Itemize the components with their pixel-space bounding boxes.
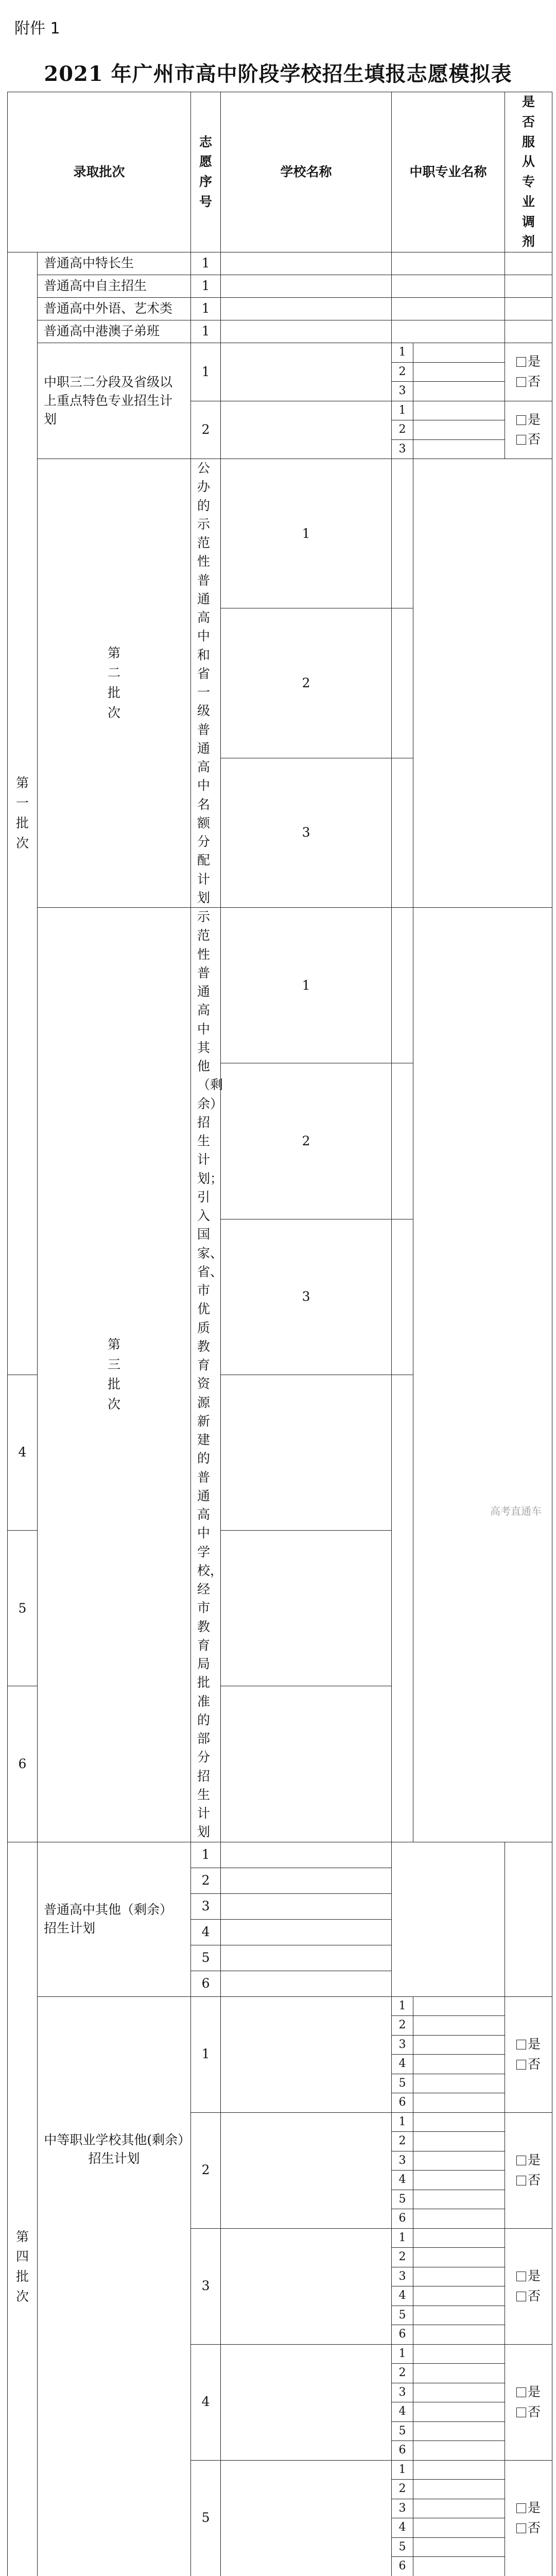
school-name-field[interactable] <box>221 2228 392 2344</box>
major-name-field[interactable] <box>413 2518 505 2538</box>
school-name-field[interactable] <box>221 1893 392 1919</box>
major-name-field[interactable] <box>413 2171 505 2190</box>
header-batch: 录取批次 <box>8 92 191 252</box>
major-number: 6 <box>392 2209 413 2229</box>
adjust-cell <box>505 343 552 401</box>
major-name-field[interactable] <box>413 1996 505 2016</box>
major-name-field[interactable] <box>413 2035 505 2055</box>
school-name-field[interactable] <box>221 2112 392 2228</box>
choice-number: 1 <box>191 1996 221 2112</box>
major-number: 1 <box>392 2344 413 2364</box>
attachment-label: 附件 1 <box>14 15 60 38</box>
adjust-cell <box>505 2460 552 2576</box>
major-name-field[interactable] <box>413 2499 505 2518</box>
checkbox[interactable] <box>516 2523 526 2533</box>
choice-number: 3 <box>221 758 392 907</box>
major-name-field[interactable] <box>413 2267 505 2286</box>
major-number: 1 <box>392 2460 413 2480</box>
checkbox[interactable] <box>516 435 526 445</box>
choice-number: 1 <box>191 275 221 298</box>
major-name-field[interactable] <box>413 2112 505 2132</box>
adjust-option-yes[interactable]: 是 <box>505 2035 552 2055</box>
major-number: 2 <box>392 2016 413 2036</box>
major-number: 4 <box>392 2518 413 2538</box>
choice-number: 1 <box>221 908 392 1063</box>
adjust-option-yes[interactable]: 是 <box>505 2382 552 2402</box>
batch-3-item: 示范性普通高中其他（剩余）招生计划；引入国家、省、市优质教育资源新建的普通高中学校，经市教育局批准的部分招生计划 <box>191 908 221 1842</box>
checkbox[interactable] <box>516 2156 526 2165</box>
major-number: 4 <box>392 2286 413 2306</box>
major-name-field[interactable] <box>413 2460 505 2480</box>
adjust-option-yes[interactable]: 是 <box>505 2498 552 2518</box>
major-number: 3 <box>392 439 413 459</box>
adjust-cell <box>505 2228 552 2344</box>
school-name-field[interactable] <box>221 1375 392 1530</box>
major-name-field[interactable] <box>413 2421 505 2441</box>
major-number: 3 <box>392 2151 413 2171</box>
choice-number: 2 <box>221 608 392 758</box>
choice-number: 1 <box>191 1842 221 1868</box>
major-name-field[interactable] <box>413 382 505 401</box>
choice-number: 5 <box>191 1945 221 1971</box>
school-name-field[interactable] <box>221 401 392 459</box>
major-number: 1 <box>392 343 413 363</box>
major-name-field[interactable] <box>413 2364 505 2383</box>
school-name-field[interactable] <box>221 1868 392 1893</box>
adjust-cell <box>505 2344 552 2460</box>
batch-4-general-item: 普通高中其他（剩余）招生计划 <box>38 1842 191 1996</box>
major-name-field[interactable] <box>413 2209 505 2229</box>
major-number: 6 <box>392 2093 413 2113</box>
major-name-field[interactable] <box>413 2132 505 2151</box>
adjust-option-no[interactable]: 否 <box>505 2518 552 2538</box>
header-major: 中职专业名称 <box>392 92 505 252</box>
major-number: 2 <box>392 2364 413 2383</box>
school-name-field[interactable] <box>221 1842 392 1868</box>
checkbox[interactable] <box>516 2060 526 2070</box>
school-name-field[interactable] <box>392 908 413 1063</box>
major-name-field[interactable] <box>413 439 505 459</box>
major-name-field[interactable] <box>413 2151 505 2171</box>
major-name-field[interactable] <box>413 2074 505 2093</box>
major-name-field[interactable] <box>413 2248 505 2267</box>
major-name-field[interactable] <box>392 320 505 343</box>
major-name-field[interactable] <box>392 252 505 275</box>
major-name-field[interactable] <box>413 2383 505 2402</box>
major-name-field[interactable] <box>413 2286 505 2306</box>
major-number: 6 <box>392 2441 413 2461</box>
checkbox[interactable] <box>516 377 526 387</box>
major-name-field[interactable] <box>413 2306 505 2325</box>
school-name-field[interactable] <box>221 343 392 401</box>
batch-1-item: 普通高中特长生 <box>38 252 191 275</box>
school-name-field[interactable] <box>392 1063 413 1219</box>
school-name-field[interactable] <box>392 608 413 758</box>
adjust-cell <box>505 298 552 320</box>
choice-number: 3 <box>191 2228 221 2344</box>
adjust-option-no[interactable]: 否 <box>505 372 552 392</box>
school-name-field[interactable] <box>221 1971 392 1996</box>
checkbox[interactable] <box>516 2387 526 2397</box>
choice-number: 1 <box>191 320 221 343</box>
school-name-field[interactable] <box>221 320 392 343</box>
choice-number: 1 <box>191 252 221 275</box>
major-name-field[interactable] <box>413 2016 505 2036</box>
watermark: 高考直通车 <box>490 1503 542 1518</box>
application-form-table <box>7 92 552 2576</box>
major-number: 3 <box>392 2035 413 2055</box>
school-name-field[interactable] <box>221 1919 392 1945</box>
major-number: 4 <box>392 2171 413 2190</box>
major-number: 1 <box>392 401 413 420</box>
adjust-option-no[interactable]: 否 <box>505 2055 552 2075</box>
header-adjust: 是 否 服 从 专 业 调 剂 <box>505 92 552 252</box>
checkbox[interactable] <box>516 2176 526 2185</box>
adjust-cell <box>505 1996 552 2112</box>
major-name-field[interactable] <box>413 2480 505 2499</box>
school-name-field[interactable] <box>392 459 413 608</box>
choice-number: 2 <box>191 401 221 459</box>
major-name-field[interactable] <box>413 2441 505 2461</box>
major-name-field[interactable] <box>413 343 505 363</box>
choice-number: 5 <box>191 2460 221 2576</box>
batch-3-label: 第 三 批 次 <box>38 908 191 1842</box>
adjust-cell <box>505 1842 552 1996</box>
major-name-field[interactable] <box>413 2055 505 2074</box>
checkbox[interactable] <box>516 2040 526 2049</box>
major-name-field[interactable] <box>413 2537 505 2557</box>
school-name-field[interactable] <box>392 758 413 907</box>
adjust-option-yes[interactable]: 是 <box>505 2150 552 2171</box>
major-number: 6 <box>392 2557 413 2576</box>
school-name-field[interactable] <box>221 2344 392 2460</box>
adjust-cell <box>505 320 552 343</box>
checkbox[interactable] <box>516 415 526 425</box>
choice-number: 2 <box>191 2112 221 2228</box>
major-number: 1 <box>392 2228 413 2248</box>
batch-1-label: 第 一 批 次 <box>8 252 38 1375</box>
adjust-option-yes[interactable]: 是 <box>505 410 552 430</box>
major-number: 2 <box>392 2480 413 2499</box>
choice-number: 4 <box>191 1919 221 1945</box>
header-seq: 志 愿 序 号 <box>191 92 221 252</box>
header-school: 学校名称 <box>221 92 392 252</box>
major-name-field[interactable] <box>413 401 505 420</box>
school-name-field[interactable] <box>392 1219 413 1375</box>
checkbox[interactable] <box>516 2503 526 2513</box>
major-name-field[interactable] <box>413 362 505 382</box>
choice-number: 6 <box>191 1971 221 1996</box>
major-name-field[interactable] <box>413 420 505 440</box>
major-number: 1 <box>392 1996 413 2016</box>
choice-number: 1 <box>191 298 221 320</box>
school-name-field[interactable] <box>221 1996 392 2112</box>
choice-number: 3 <box>221 1219 392 1375</box>
major-name-field[interactable] <box>413 2093 505 2113</box>
school-name-field[interactable] <box>221 275 392 298</box>
major-empty <box>413 908 552 1842</box>
major-number: 2 <box>392 2132 413 2151</box>
school-name-field[interactable] <box>221 1531 392 1686</box>
batch-1-item: 普通高中外语、艺术类 <box>38 298 191 320</box>
school-name-field[interactable] <box>221 1686 392 1842</box>
major-number: 5 <box>392 2190 413 2209</box>
major-number: 6 <box>392 2325 413 2345</box>
choice-number: 5 <box>8 1531 38 1686</box>
school-name-field[interactable] <box>221 1945 392 1971</box>
major-number: 3 <box>392 2383 413 2402</box>
choice-number: 2 <box>191 1868 221 1893</box>
major-name-field[interactable] <box>392 298 505 320</box>
major-name-field[interactable] <box>413 2190 505 2209</box>
major-number: 2 <box>392 362 413 382</box>
choice-number: 1 <box>221 459 392 608</box>
school-name-field[interactable] <box>221 298 392 320</box>
batch-2-item: 公办的示范性普通高中和省一级普通高中名额分配计划 <box>191 459 221 908</box>
major-number: 2 <box>392 2248 413 2267</box>
major-name-field[interactable] <box>413 2228 505 2248</box>
checkbox[interactable] <box>516 2408 526 2417</box>
checkbox[interactable] <box>516 2292 526 2301</box>
major-number: 4 <box>392 2402 413 2422</box>
major-number: 5 <box>392 2537 413 2557</box>
major-name-field[interactable] <box>413 2344 505 2364</box>
batch-4-label: 第 四 批 次 <box>8 1842 38 2576</box>
major-number: 5 <box>392 2421 413 2441</box>
school-name-field[interactable] <box>221 2460 392 2576</box>
batch-2-label: 第 二 批 次 <box>38 459 191 908</box>
major-number: 3 <box>392 382 413 401</box>
adjust-option-no[interactable]: 否 <box>505 2171 552 2191</box>
major-number: 5 <box>392 2306 413 2325</box>
adjust-option-no[interactable]: 否 <box>505 430 552 450</box>
adjust-cell <box>505 2112 552 2228</box>
batch-1-item: 普通高中港澳子弟班 <box>38 320 191 343</box>
major-number: 5 <box>392 2074 413 2093</box>
adjust-cell <box>505 275 552 298</box>
adjust-option-yes[interactable]: 是 <box>505 2266 552 2286</box>
checkbox[interactable] <box>516 2272 526 2281</box>
major-name-field[interactable] <box>413 2325 505 2345</box>
adjust-cell <box>505 401 552 459</box>
choice-number: 1 <box>191 343 221 401</box>
major-number: 3 <box>392 2267 413 2286</box>
major-name-field[interactable] <box>392 275 505 298</box>
major-number: 3 <box>392 2499 413 2518</box>
batch-4-vocational-item: 中等职业学校其他(剩余）招生计划 <box>38 1996 191 2576</box>
checkbox[interactable] <box>516 357 526 367</box>
adjust-cell <box>505 252 552 275</box>
school-name-field[interactable] <box>221 252 392 275</box>
choice-number: 3 <box>191 1893 221 1919</box>
batch-1-item: 普通高中自主招生 <box>38 275 191 298</box>
major-name-field[interactable] <box>413 2402 505 2422</box>
major-number: 1 <box>392 2112 413 2132</box>
adjust-option-no[interactable]: 否 <box>505 2286 552 2307</box>
choice-number: 4 <box>191 2344 221 2460</box>
major-name-field[interactable] <box>413 2557 505 2576</box>
major-number: 4 <box>392 2055 413 2074</box>
major-empty <box>413 459 552 908</box>
choice-number: 2 <box>221 1063 392 1219</box>
batch-1-vocational: 中职三二分段及省级以上重点特色专业招生计划 <box>38 343 191 459</box>
adjust-option-yes[interactable]: 是 <box>505 352 552 372</box>
major-number: 2 <box>392 420 413 440</box>
adjust-option-no[interactable]: 否 <box>505 2402 552 2422</box>
page-title: 2021 年广州市高中阶段学校招生填报志愿模拟表 <box>0 58 556 87</box>
choice-number: 6 <box>8 1686 38 1842</box>
major-empty <box>392 1842 505 1996</box>
choice-number: 4 <box>8 1375 38 1530</box>
